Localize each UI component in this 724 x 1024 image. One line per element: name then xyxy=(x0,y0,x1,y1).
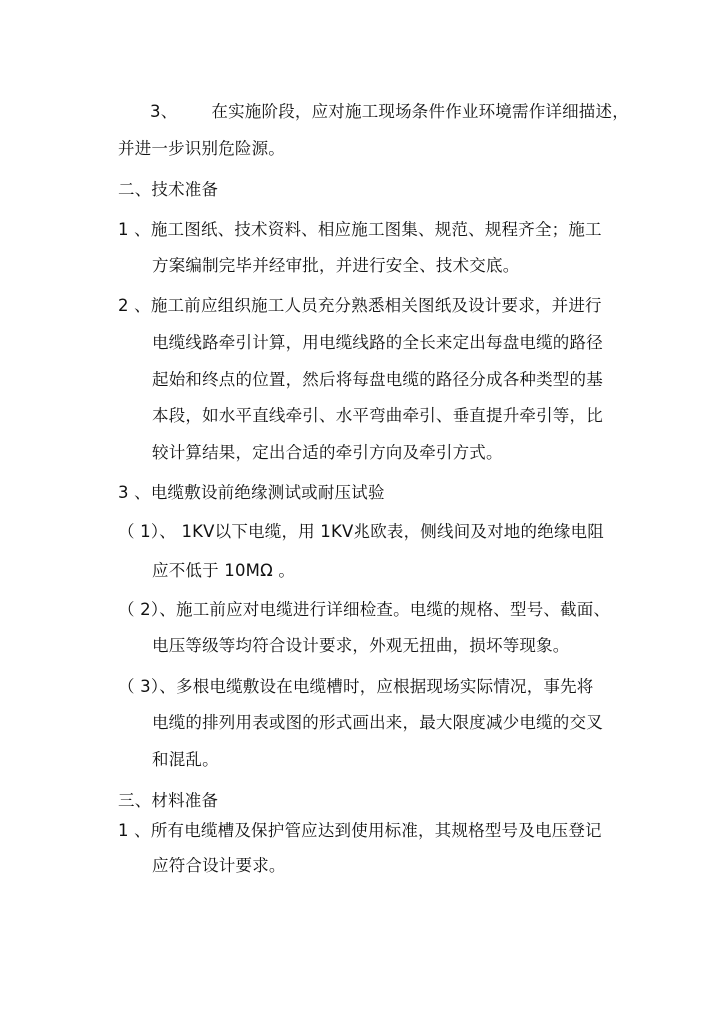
section-heading-material-preparation: 三、材料准备 xyxy=(118,791,219,810)
material-item-1-line-1: 1 、所有电缆槽及保护管应达到使用标准，其规格型号及电压登记 xyxy=(118,821,602,840)
list-item-1-line-1: 1 、施工图纸、技术资料、相应施工图集、规范、规程齐全；施工 xyxy=(118,220,602,239)
list-item-2-line-1: 2 、施工前应组织施工人员充分熟悉相关图纸及设计要求，并进行 xyxy=(118,296,602,315)
paragraph-item-3-line-2: 并进一步识别危险源。 xyxy=(118,139,285,158)
sub-item-1-line-2: 应不低于 10MΩ 。 xyxy=(152,561,296,580)
list-item-1-line-2: 方案编制完毕并经审批，并进行安全、技术交底。 xyxy=(152,256,520,275)
sub-item-1-line-1: （ 1）、 1KV以下电缆，用 1KV兆欧表，侧线间及对地的绝缘电阻 xyxy=(118,522,604,541)
sub-item-3-line-1: （ 3）、多根电缆敷设在电缆槽时，应根据现场实际情况，事先将 xyxy=(118,677,594,696)
list-item-2-line-3: 起始和终点的位置，然后将每盘电缆的路径分成各种类型的基 xyxy=(152,370,603,389)
list-item-3-heading: 3 、电缆敷设前绝缘测试或耐压试验 xyxy=(118,483,385,502)
sub-item-2-line-2: 电压等级等均符合设计要求，外观无扭曲，损坏等现象。 xyxy=(152,636,570,655)
sub-item-3-line-3: 和混乱。 xyxy=(152,750,219,769)
list-item-2-line-4: 本段，如水平直线牵引、水平弯曲牵引、垂直提升牵引等，比 xyxy=(152,406,603,425)
list-item-2-line-2: 电缆线路牵引计算，用电缆线路的全长来定出每盘电缆的路径 xyxy=(152,333,603,352)
sub-item-2-line-1: （ 2）、施工前应对电缆进行详细检查。电缆的规格、型号、截面、 xyxy=(118,600,611,619)
item-number: 3、 xyxy=(150,102,178,121)
paragraph-item-3-line-1 xyxy=(150,102,629,122)
item-text: 在实施阶段，应对施工现场条件作业环境需作详细描述， xyxy=(211,102,629,121)
material-item-1-line-2: 应符合设计要求。 xyxy=(152,856,286,875)
list-item-2-line-5: 较计算结果，定出合适的牵引方向及牵引方式。 xyxy=(152,443,503,462)
sub-item-3-line-2: 电缆的排列用表或图的形式画出来，最大限度减少电缆的交叉 xyxy=(152,713,603,732)
section-heading-technical-preparation: 二、技术准备 xyxy=(118,180,219,199)
